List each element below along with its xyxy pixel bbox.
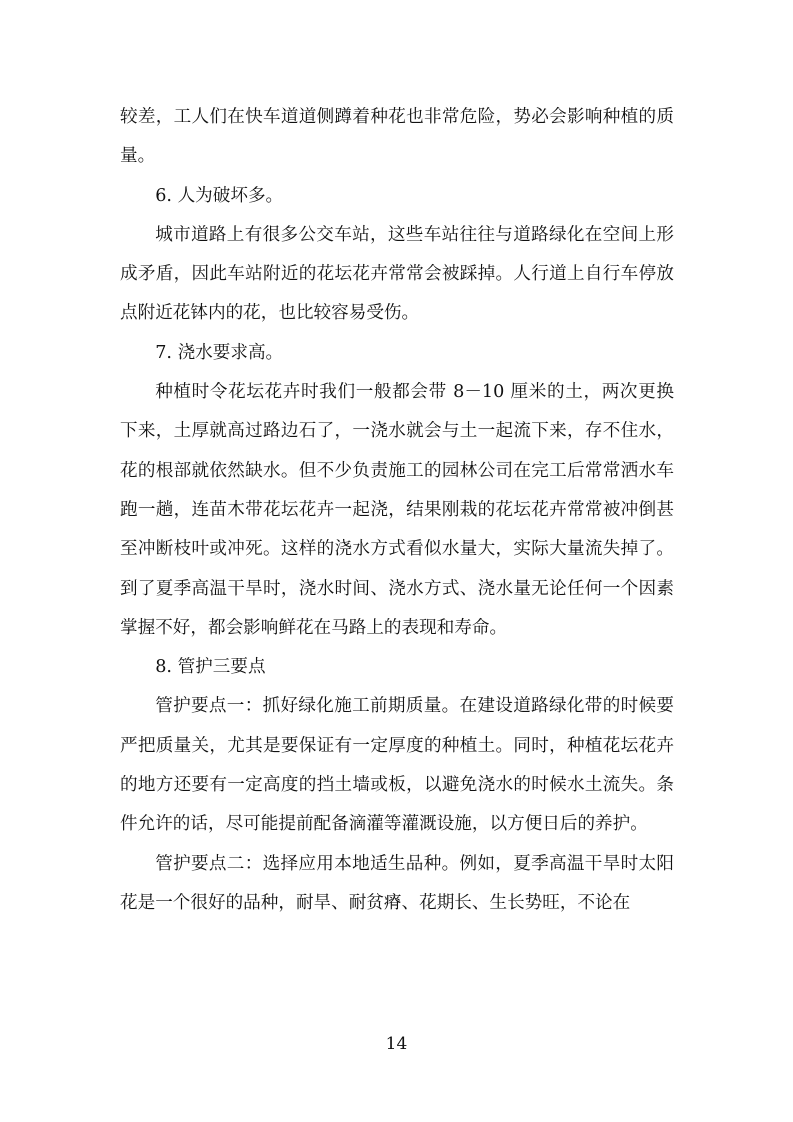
page-number: 14: [385, 1034, 408, 1054]
heading-item-7: 7. 浇水要求高。: [155, 342, 284, 363]
paragraph: 城市道路上有很多公交车站，这些车站往往与道路绿化在空间上形成矛盾，因此车站附近的花坛花卉常常会被踩掉。人行道上自行车停放点附近花钵内的花，也比较容易受伤。: [120, 224, 674, 324]
heading-item-6: 6. 人为破坏多。: [155, 185, 284, 206]
paragraph: 种植时令花坛花卉时我们一般都会带 8－10 厘米的土，两次更换下来，土厚就高过路边石了，一浇水就会与土一起流下来，存不住水，花的根部就依然缺水。但不少负责施工的园林公司在完工后常常洒水车跑一趟，连苗木带花坛花卉一起浇，结果刚栽的花坛花卉常常被冲倒甚至冲断枝叶或冲死。这样的浇水方式看似水量大，实际大量流失掉了。到了夏季高温干旱时，浇水时间、浇水方式、浇水量无论任何一个因素掌握不好，都会影响鲜花在马路上的表现和寿命。: [120, 382, 674, 638]
paragraph-continuation: 较差，工人们在快车道道侧蹲着种花也非常危险，势必会影响种植的质量。: [120, 107, 674, 167]
body-text: [120, 98, 674, 923]
paragraph: 管护要点一：抓好绿化施工前期质量。在建设道路绿化带的时候要严把质量关，尤其是要保证有一定厚度的种植土。同时，种植花坛花卉的地方还要有一定高度的挡土墙或板，以避免浇水的时候水土流失。条件允许的话，尽可能提前配备滴灌等灌溉设施，以方便日后的养护。: [120, 696, 674, 835]
paragraph: 管护要点二：选择应用本地适生品种。例如，夏季高温干旱时太阳花是一个很好的品种，耐旱、耐贫瘠、花期长、生长势旺，不论在: [120, 853, 674, 913]
heading-item-8: 8. 管护三要点: [155, 657, 266, 678]
